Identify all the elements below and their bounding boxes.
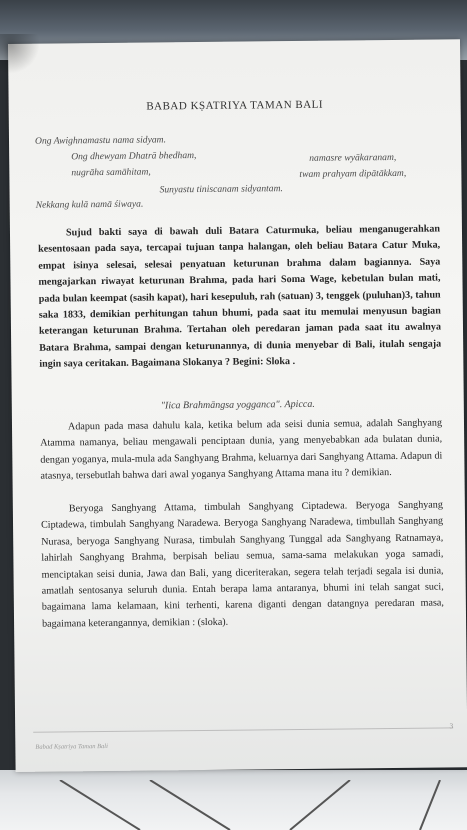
footer-book-title: Babad Kṣatriya Taman Bali (35, 742, 108, 751)
paragraph-3 (41, 497, 444, 632)
background-floor-lines (0, 780, 467, 830)
page-title: BABAD KṢATRIYA TAMAN BALI (146, 98, 324, 113)
book-page (8, 39, 467, 772)
invocation-line-1: Ong Awighnamastu nama sidyam. (34, 134, 167, 147)
page-number: 3 (449, 721, 454, 731)
footer-divider (33, 727, 453, 732)
invocation-line-2-right: namasre wyākaranam, (309, 151, 397, 164)
invocation-line-4: Sunyastu tiniscanam sidyantam. (159, 183, 283, 196)
invocation-line-5: Nekkang kulā namā śiwaya. (35, 198, 144, 211)
paragraph-3-text: Beryoga Sanghyang Attama, timbulah Sanghyang Ciptadewa. Beryoga Sanghyang Ciptadewa, timbulah Sanghyang Naradewa. Beryoga Sanghyang Naradewa, timbullah Sanghyang Nurasa, beryoga Sanghyang Nurasa, timbulah Sanghyang Tunggal ada Sanghyang Ratnamaya, lahirlah Sanghyang Brahma, berpisah beliau semua, sama-sama melakukan yoga samadi, menciptakan seisi dunia, Jawa dan Bali, yang diceriterakan, segera telah terjadi segala isi dunia, amatlah sentosanya seluruh dunia. Entah berapa lama antaranya, bhumi ini telah sangat suci, bagaimana lama kelamaan, kini terhenti, karena diganti dengan datangnya peredaran masa, bagaimana keterangannya, demikian : (sloka). (40, 499, 444, 630)
corner-shadow (0, 34, 40, 74)
paragraph-1 (38, 221, 442, 373)
paragraph-2 (40, 415, 443, 485)
invocation-line-3: nugrāha samāhitam, (71, 166, 151, 179)
sloka-quote: "Iica Brahmāngsa yogganca". Apicca. (160, 398, 315, 412)
invocation-line-2: Ong dhewyam Dhatrā bhedham, (71, 150, 197, 163)
paragraph-2-text: Adapun pada masa dahulu kala, ketika belum ada seisi dunia semua, adalah Sanghyang Atamma namanya, beliau mengawali penciptaan dunia, yang menyebabkan ada bulatan dunia, dengan yoganya, mula-mula ada Sanghyang Brahma, keluarnya dari Sanghyang Attama. Adapun di atasnya, tersebutlah bahwa dari awal yoganya Sanghyang Attama mana itu ? demikian. (40, 417, 443, 482)
invocation-line-3-right: twam prahyam dipātākkam, (299, 167, 407, 180)
paragraph-1-text: Sujud bakti saya di bawah duli Batara Caturmuka, beliau menganugerahkan kesentosaan pada saya, tercapai tujuan tanpa halangan, oleh beliau Batara Catur Muka, empat isinya selesai, selesai penyatuan keturunan brahma dalam bagiannya. Saya mengajarkan riwayat keturunan Brahma, pada hari Soma Wage, kebetulan bulan mati, pada bulan keempat (sasih kapat), hari kesepuluh, rah (satuan) 3, tenggek (puluhan)3, tahun saka 1833, demikian perhitungan tahun bhumi, pada saat itu memulai menyusun bagian keterangan keturunan Brahma. Tertahan oleh peredaran jaman pada saat itu awalnya Batara Brahma, sampai dengan keturunannya, di dunia menyebar di Bali, itulah sengaja ingin saya ceritakan. Bagaimana Slokanya ? Begini: Sloka . (38, 223, 442, 370)
